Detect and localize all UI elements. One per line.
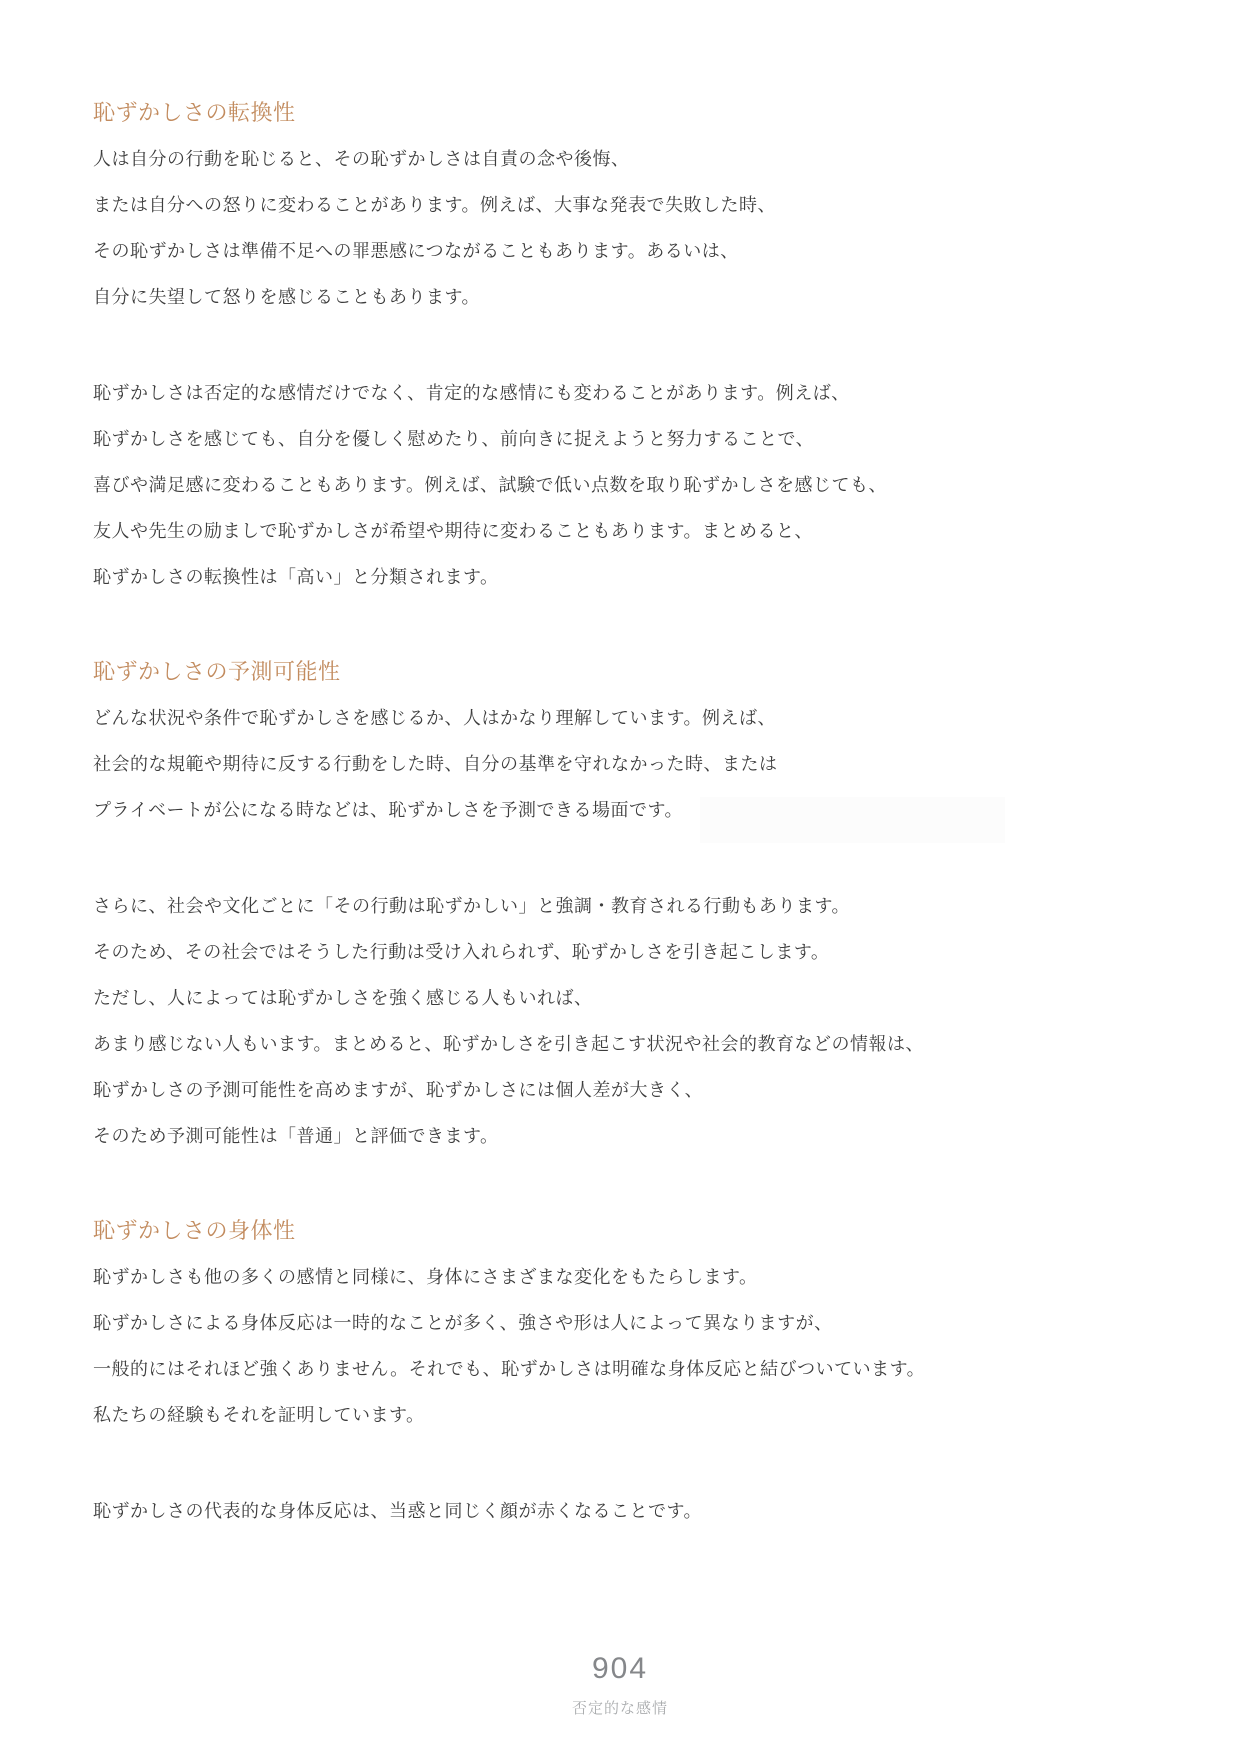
text-line: どんな状況や条件で恥ずかしさを感じるか、人はかなり理解しています。例えば、 [93, 708, 777, 728]
text-line: 友人や先生の励ましで恥ずかしさが希望や期待に変わることもあります。まとめると、 [93, 521, 814, 541]
text-line: または自分への怒りに変わることがあります。例えば、大事な発表で失敗した時、 [93, 195, 777, 215]
text-line: ただし、人によっては恥ずかしさを強く感じる人もいれば、 [93, 988, 593, 1008]
text-line: 社会的な規範や期待に反する行動をした時、自分の基準を守れなかった時、または [93, 754, 778, 774]
text-line: 人は自分の行動を恥じると、その恥ずかしさは自責の念や後悔、 [93, 149, 630, 169]
section-heading: 恥ずかしさの予測可能性 [93, 659, 341, 684]
page-content [93, 90, 1173, 1534]
text-line: 恥ずかしさによる身体反応は一時的なことが多く、強さや形は人によって異なりますが、 [93, 1313, 833, 1333]
paragraph [93, 695, 1173, 833]
page-number: 904 [591, 1652, 649, 1685]
text-line: そのため予測可能性は「普通」と評価できます。 [93, 1126, 499, 1146]
text-line: あまり感じない人もいます。まとめると、恥ずかしさを引き起こす状況や社会的教育などの情報は、 [93, 1034, 925, 1054]
text-line: 恥ずかしさは否定的な感情だけでなく、肯定的な感情にも変わることがあります。例えば、 [93, 383, 850, 403]
text-line: 私たちの経験もそれを証明しています。 [93, 1405, 425, 1425]
paragraph [93, 370, 1173, 600]
section-predictability [93, 649, 1173, 1159]
text-line: 一般的にはそれほど強くありません。それでも、恥ずかしさは明確な身体反応と結びついています。 [93, 1359, 926, 1379]
section-convertibility [93, 90, 1173, 600]
text-line: 恥ずかしさの予測可能性を高めますが、恥ずかしさには個人差が大きく、 [93, 1080, 704, 1100]
section-heading: 恥ずかしさの転換性 [93, 100, 296, 125]
section-heading: 恥ずかしさの身体性 [93, 1218, 296, 1243]
text-line: 恥ずかしさの転換性は「高い」と分類されます。 [93, 567, 499, 587]
text-line: 喜びや満足感に変わることもあります。例えば、試験で低い点数を取り恥ずかしさを感じても、 [93, 475, 888, 495]
text-line: その恥ずかしさは準備不足への罪悪感につながることもあります。あるいは、 [93, 241, 739, 261]
text-line: 自分に失望して怒りを感じることもあります。 [93, 287, 481, 307]
text-line: さらに、社会や文化ごとに「その行動は恥ずかしい」と強調・教育される行動もあります。 [93, 896, 851, 916]
paragraph [93, 1488, 1173, 1534]
paragraph [93, 1254, 1173, 1438]
paragraph [93, 136, 1173, 320]
text-line: 恥ずかしさも他の多くの感情と同様に、身体にさまざまな変化をもたらします。 [93, 1267, 758, 1287]
text-line: プライベートが公になる時などは、恥ずかしさを予測できる場面です。 [93, 800, 684, 820]
text-line: 恥ずかしさの代表的な身体反応は、当惑と同じく顔が赤くなることです。 [93, 1501, 703, 1521]
footer-label: 否定的な感情 [571, 1700, 668, 1717]
section-physicality [93, 1208, 1173, 1534]
paragraph [93, 883, 1173, 1159]
text-line: 恥ずかしさを感じても、自分を優しく慰めたり、前向きに捉えようと努力することで、 [93, 429, 815, 449]
text-line: そのため、その社会ではそうした行動は受け入れられず、恥ずかしさを引き起こします。 [93, 942, 830, 962]
